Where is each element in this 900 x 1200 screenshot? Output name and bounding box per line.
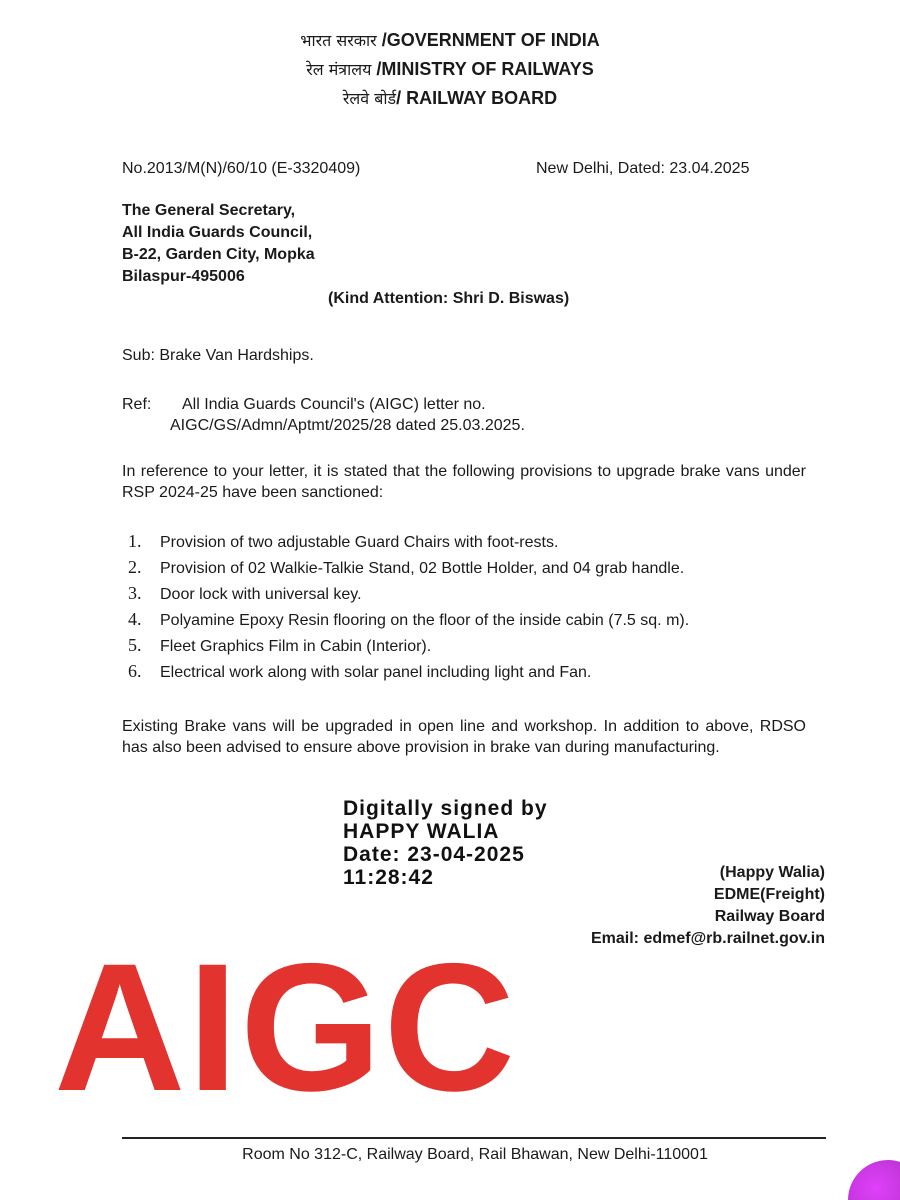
list-text: Provision of 02 Walkie-Talkie Stand, 02 Bottle Holder, and 04 grab handle. bbox=[160, 560, 685, 577]
list-number: 1. bbox=[128, 531, 142, 551]
hindi-government: भारत सरकार bbox=[300, 31, 377, 50]
list-text: Polyamine Epoxy Resin flooring on the floor of the inside cabin (7.5 sq. m). bbox=[160, 612, 690, 629]
signatory-name: (Happy Walia) bbox=[719, 864, 825, 881]
list-number: 5. bbox=[128, 635, 142, 655]
digital-signature-line: 11:28:42 bbox=[343, 866, 434, 889]
digital-signature-line: Date: 23-04-2025 bbox=[343, 843, 525, 866]
list-item bbox=[128, 632, 689, 658]
kind-attention: (Kind Attention: Shri D. Biswas) bbox=[328, 290, 570, 307]
list-number: 4. bbox=[128, 609, 142, 629]
letterhead-line-board bbox=[0, 84, 900, 113]
english-board: / RAILWAY BOARD bbox=[396, 88, 558, 108]
signatory-block bbox=[591, 862, 825, 950]
list-text: Fleet Graphics Film in Cabin (Interior). bbox=[160, 638, 432, 655]
addressee-line: The General Secretary, bbox=[122, 202, 296, 219]
letter-number: No.2013/M(N)/60/10 (E-3320409) bbox=[122, 160, 361, 177]
body-paragraph-closing: Existing Brake vans will be upgraded in open line and workshop. In addition to above, RDSO has also been advised to ensure above provision in brake van during manufacturing. bbox=[122, 718, 806, 756]
letterhead-line-ministry bbox=[0, 55, 900, 84]
ref-label: Ref: bbox=[122, 396, 152, 413]
body-paragraph-intro: In reference to your letter, it is stated that the following provisions to upgrade brake vans under RSP 2024-25 have been sanctioned: bbox=[122, 463, 806, 501]
signatory-office: Railway Board bbox=[714, 908, 825, 925]
signatory-designation: EDME(Freight) bbox=[713, 886, 825, 903]
list-item bbox=[128, 606, 689, 632]
ref-line-1: All India Guards Council's (AIGC) letter no. bbox=[182, 396, 486, 413]
addressee-line: B-22, Garden City, Mopka bbox=[122, 246, 315, 263]
letterhead bbox=[0, 26, 900, 113]
corner-badge-icon bbox=[848, 1160, 900, 1200]
letter-date: New Delhi, Dated: 23.04.2025 bbox=[536, 160, 750, 177]
addressee-line: All India Guards Council, bbox=[122, 224, 313, 241]
list-text: Provision of two adjustable Guard Chairs with foot-rests. bbox=[160, 534, 559, 551]
hindi-board: रेलवे बोर्ड bbox=[342, 89, 397, 108]
ref-line-2: AIGC/GS/Admn/Aptmt/2025/28 dated 25.03.2025. bbox=[170, 417, 525, 434]
list-item bbox=[128, 554, 689, 580]
provisions-list bbox=[128, 528, 689, 684]
digital-signature-line: Digitally signed by bbox=[343, 797, 548, 820]
addressee-line: Bilaspur-495006 bbox=[122, 268, 245, 285]
aigc-watermark: AIGC bbox=[54, 925, 517, 1129]
list-item bbox=[128, 528, 689, 554]
list-item bbox=[128, 658, 689, 684]
list-number: 3. bbox=[128, 583, 142, 603]
letterhead-line-government bbox=[0, 26, 900, 55]
signatory-email: Email: edmef@rb.railnet.gov.in bbox=[590, 930, 825, 947]
list-item bbox=[128, 580, 689, 606]
footer-divider bbox=[122, 1137, 826, 1139]
digital-signature-stamp bbox=[343, 797, 548, 889]
hindi-ministry: रेल मंत्रालय bbox=[306, 60, 372, 79]
footer-address: Room No 312-C, Railway Board, Rail Bhawan, New Delhi-110001 bbox=[242, 1146, 708, 1163]
addressee-block bbox=[122, 200, 315, 288]
list-number: 2. bbox=[128, 557, 142, 577]
list-text: Electrical work along with solar panel including light and Fan. bbox=[160, 664, 592, 681]
english-ministry: /MINISTRY OF RAILWAYS bbox=[371, 59, 594, 79]
list-text: Door lock with universal key. bbox=[160, 586, 362, 603]
reference-line bbox=[122, 160, 802, 178]
list-number: 6. bbox=[128, 661, 142, 681]
digital-signature-line: HAPPY WALIA bbox=[343, 820, 500, 843]
reference-block bbox=[122, 394, 525, 436]
english-government: /GOVERNMENT OF INDIA bbox=[381, 30, 600, 50]
subject-line: Sub: Brake Van Hardships. bbox=[122, 347, 314, 364]
